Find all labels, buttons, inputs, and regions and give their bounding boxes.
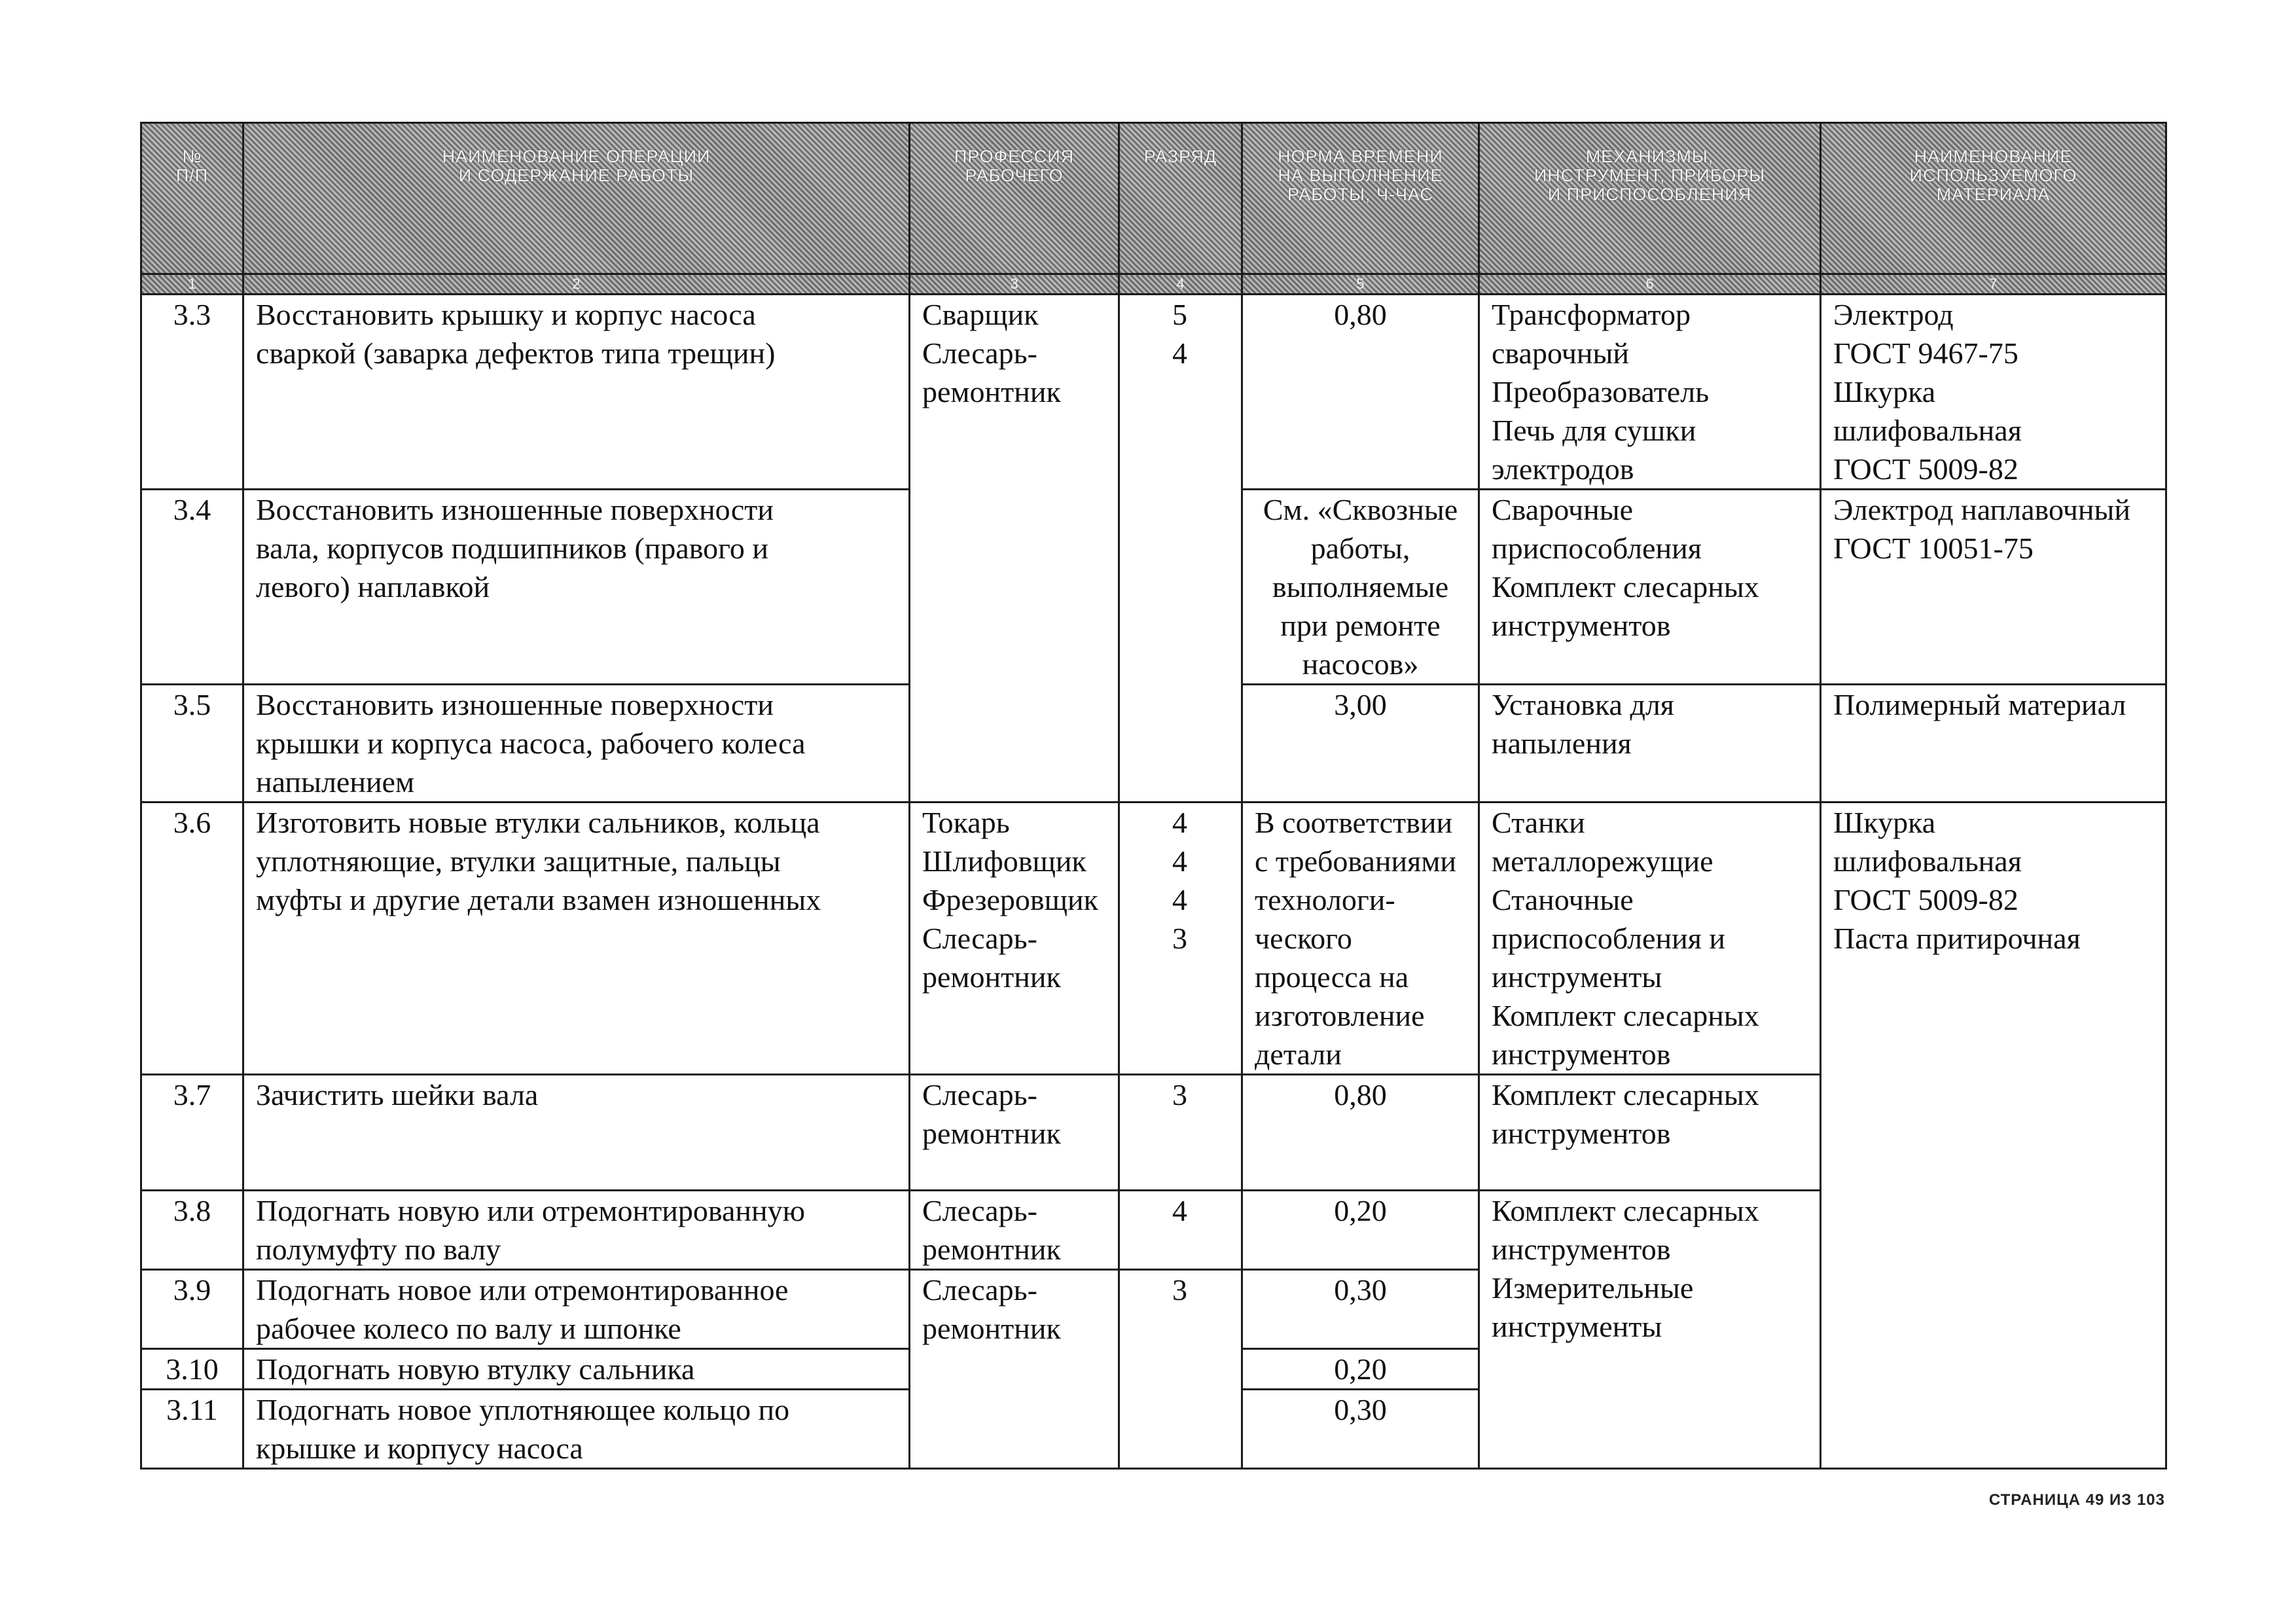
header-tools: МЕХАНИЗМЫ, ИНСТРУМЕНТ, ПРИБОРЫ И ПРИСПОСОБЛЕНИЯ — [1479, 123, 1821, 274]
column-number-row — [141, 274, 2166, 295]
operation-cell: Восстановить крышку и корпус насоса сваркой (заварка дефектов типа трещин) — [243, 295, 910, 490]
profession-cell: Слесарь- ремонтник — [910, 1191, 1119, 1270]
tools-cell: Установка для напыления — [1479, 685, 1821, 803]
row-number: 3.10 — [141, 1349, 243, 1390]
tools-cell: Комплект слесарных инструментов Измерительные инструменты — [1479, 1191, 1821, 1469]
column-number: 2 — [243, 274, 910, 295]
grade-cell: 3 — [1119, 1270, 1242, 1469]
operation-cell: Подогнать новое уплотняющее кольцо по крышке и корпусу насоса — [243, 1390, 910, 1469]
operation-cell: Зачистить шейки вала — [243, 1075, 910, 1191]
operation-cell: Восстановить изношенные поверхности вала, корпусов подшипников (правого и левого) наплавкой — [243, 490, 910, 685]
column-number: 7 — [1821, 274, 2166, 295]
column-number: 4 — [1119, 274, 1242, 295]
row-number: 3.4 — [141, 490, 243, 685]
row-number: 3.3 — [141, 295, 243, 490]
material-cell: Полимерный материал — [1821, 685, 2166, 803]
row-number: 3.8 — [141, 1191, 243, 1270]
time-norm-cell: 0,30 — [1242, 1270, 1479, 1349]
material-cell: Электрод ГОСТ 9467-75 Шкурка шлифовальная ГОСТ 5009-82 — [1821, 295, 2166, 490]
row-number: 3.9 — [141, 1270, 243, 1349]
header-profession: ПРОФЕССИЯ РАБОЧЕГО — [910, 123, 1119, 274]
operation-cell: Подогнать новое или отремонтированное рабочее колесо по валу и шпонке — [243, 1270, 910, 1349]
tools-cell: Трансформатор сварочный Преобразователь Печь для сушки электродов — [1479, 295, 1821, 490]
header-item-number: № П/П — [141, 123, 243, 274]
column-number: 5 — [1242, 274, 1479, 295]
time-norm-cell: 0,30 — [1242, 1390, 1479, 1469]
material-cell: Электрод наплавочный ГОСТ 10051-75 — [1821, 490, 2166, 685]
column-number: 1 — [141, 274, 243, 295]
profession-cell: Токарь Шлифовщик Фрезеровщик Слесарь- ремонтник — [910, 803, 1119, 1075]
table-row — [141, 295, 2166, 490]
column-number: 6 — [1479, 274, 1821, 295]
grade-cell: 3 — [1119, 1075, 1242, 1191]
time-norm-cell: 0,20 — [1242, 1349, 1479, 1390]
grade-cell: 4 — [1119, 1191, 1242, 1270]
operation-cell: Восстановить изношенные поверхности крышки и корпуса насоса, рабочего колеса напылением — [243, 685, 910, 803]
tools-cell: Станки металлорежущие Станочные приспособления и инструменты Комплект слесарных инструментов — [1479, 803, 1821, 1075]
header-time-norm: НОРМА ВРЕМЕНИ НА ВЫПОЛНЕНИЕ РАБОТЫ, Ч-ЧАС — [1242, 123, 1479, 274]
row-number: 3.7 — [141, 1075, 243, 1191]
time-norm-cell: 3,00 — [1242, 685, 1479, 803]
profession-cell: Сварщик Слесарь- ремонтник — [910, 295, 1119, 803]
operation-cell: Подогнать новую или отремонтированную полумуфту по валу — [243, 1191, 910, 1270]
operation-cell: Изготовить новые втулки сальников, кольца уплотняющие, втулки защитные, пальцы муфты и другие детали взамен изношенных — [243, 803, 910, 1075]
table-header-row — [141, 123, 2166, 274]
profession-cell: Слесарь- ремонтник — [910, 1075, 1119, 1191]
tools-cell: Комплект слесарных инструментов — [1479, 1075, 1821, 1191]
table-row — [141, 803, 2166, 1075]
header-grade: РАЗРЯД — [1119, 123, 1242, 274]
work-operations-table — [140, 122, 2167, 1470]
header-operation-name: НАИМЕНОВАНИЕ ОПЕРАЦИИ И СОДЕРЖАНИЕ РАБОТЫ — [243, 123, 910, 274]
row-number: 3.5 — [141, 685, 243, 803]
material-cell: Шкурка шлифовальная ГОСТ 5009-82 Паста притирочная — [1821, 803, 2166, 1469]
row-number: 3.11 — [141, 1390, 243, 1469]
time-norm-cell: См. «Сквозные работы, выполняемые при ремонте насосов» — [1242, 490, 1479, 685]
page-number: СТРАНИЦА 49 ИЗ 103 — [1988, 1491, 2165, 1509]
operation-cell: Подогнать новую втулку сальника — [243, 1349, 910, 1390]
header-material: НАИМЕНОВАНИЕ ИСПОЛЬЗУЕМОГО МАТЕРИАЛА — [1821, 123, 2166, 274]
tools-cell: Сварочные приспособления Комплект слесарных инструментов — [1479, 490, 1821, 685]
grade-cell: 4 4 4 3 — [1119, 803, 1242, 1075]
column-number: 3 — [910, 274, 1119, 295]
grade-cell: 5 4 — [1119, 295, 1242, 803]
time-norm-cell: 0,20 — [1242, 1191, 1479, 1270]
row-number: 3.6 — [141, 803, 243, 1075]
profession-cell: Слесарь- ремонтник — [910, 1270, 1119, 1469]
time-norm-cell: В соответствии с требованиями технологи- ческого процесса на изготовление детали — [1242, 803, 1479, 1075]
time-norm-cell: 0,80 — [1242, 295, 1479, 490]
time-norm-cell: 0,80 — [1242, 1075, 1479, 1191]
